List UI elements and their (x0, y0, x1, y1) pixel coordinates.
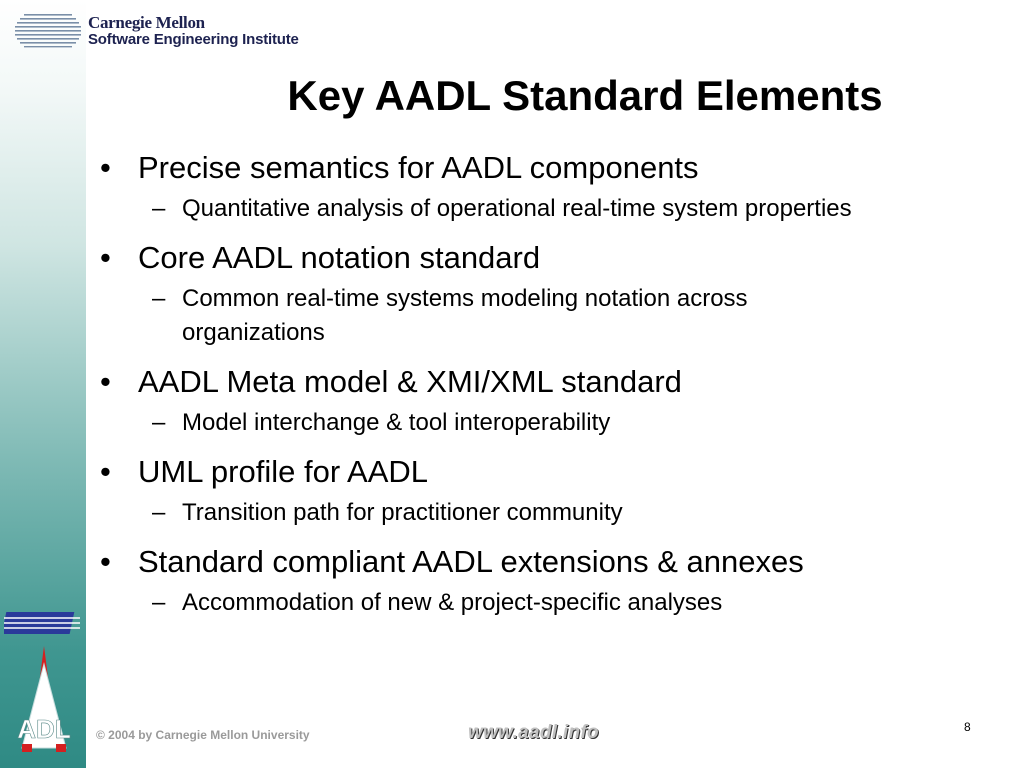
org-name-line2: Software Engineering Institute (88, 31, 299, 48)
bullet-dot: • (100, 364, 111, 399)
bullet-dot: • (100, 544, 111, 579)
sub-bullet-dash: – (152, 285, 166, 312)
sub-bullet-text: Model interchange & tool interoperability (182, 409, 611, 436)
bullet-dot: • (100, 150, 111, 185)
cmu-sei-logo-icon (14, 12, 82, 48)
bullet-item (100, 238, 1000, 278)
sub-bullet-text: Quantitative analysis of operational real-time system properties (182, 195, 852, 222)
bullet-list (100, 148, 1000, 632)
sub-bullet-item (100, 192, 1000, 226)
adl-logo-icon (8, 644, 80, 756)
bullet-item (100, 362, 1000, 402)
sub-bullet-item (100, 406, 1000, 440)
sub-bullet-item (100, 496, 1000, 530)
footer-url-link[interactable]: www.aadl.info (468, 722, 599, 743)
bullet-text: UML profile for AADL (138, 454, 429, 489)
bullet-text: Standard compliant AADL extensions & annexes (138, 544, 804, 579)
bullet-item (100, 542, 1000, 582)
bullet-item (100, 148, 1000, 188)
sub-bullet-dash: – (152, 589, 166, 616)
header (14, 8, 334, 52)
bullet-item (100, 452, 1000, 492)
adl-logo-text: ADL (17, 714, 71, 744)
org-name-line1: Carnegie Mellon (88, 13, 205, 32)
bullet-text: Core AADL notation standard (138, 240, 541, 275)
sub-bullet-dash: – (152, 499, 166, 526)
org-name (88, 14, 299, 49)
copyright-text: © 2004 by Carnegie Mellon University (96, 728, 310, 742)
bullet-text: AADL Meta model & XMI/XML standard (138, 364, 682, 399)
sub-bullet-text: Transition path for practitioner community (182, 499, 623, 526)
sub-bullet-item (100, 282, 882, 350)
sub-bullet-dash: – (152, 195, 166, 222)
sub-bullet-dash: – (152, 409, 166, 436)
sub-bullet-text: Common real-time systems modeling notation across organizations (182, 285, 748, 346)
slide-title: Key AADL Standard Elements (287, 72, 883, 119)
bullet-dot: • (100, 454, 111, 489)
page-number: 8 (964, 720, 971, 734)
sae-logo-icon (4, 604, 80, 640)
sub-bullet-item (100, 586, 1000, 620)
bullet-dot: • (100, 240, 111, 275)
sub-bullet-text: Accommodation of new & project-specific analyses (182, 589, 723, 616)
bullet-text: Precise semantics for AADL components (138, 150, 699, 185)
